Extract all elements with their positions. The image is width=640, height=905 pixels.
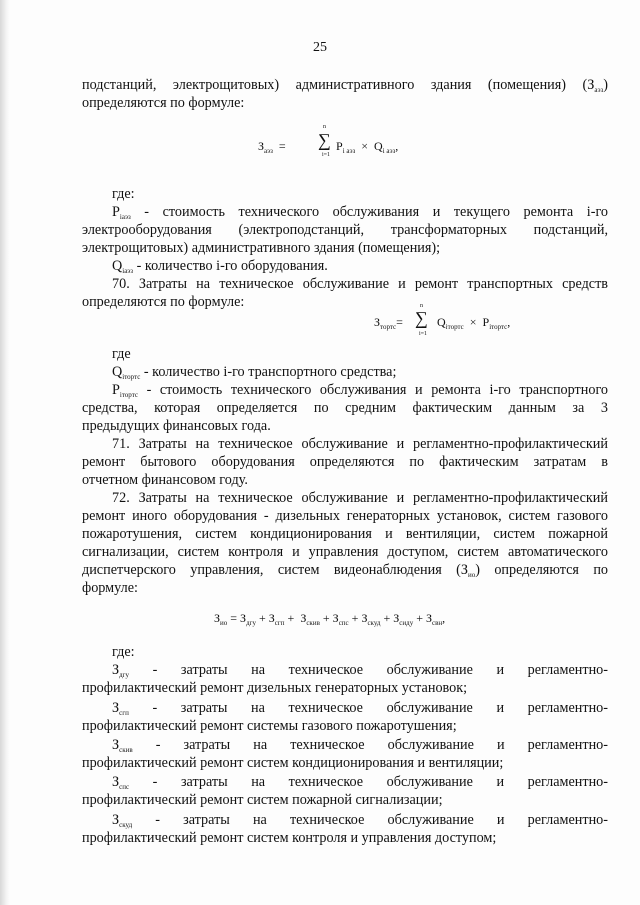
sigma-symbol: ∑ [415,308,428,328]
paragraph-line: определяются по формуле: [82,294,245,310]
document-page: 25 подстанций, электрощитовых) административного здания (помещения) $(З_{аэз})$ определяются по формуле: $З_{аэз}$ = n ∑ i=1 $P_{i аэз} \times Q_{i аэз}$, где: $P_{iаэз}$ - стоимость технического обслуживания и текущего ремонта i-го электрооборудования (электроподстанций, трансформаторных подстанций, электрощитовых) административного здания (помещения); $Q_{iаэз}$ - количество i-го оборудования. 70. Затраты на техническое обслуживание и ремонт транспортных средств определяются по формуле: $З_{тортс}=$ n ∑ i=1 $Q_{iтортс} \times P_{iтортс}$, где $Q_{iтортс}$ - количество i-го транспортного средства; $P_{iтортс}$ - стоимость технического обслуживания и ремонта i-го транспортного средства, которая определяется по средним фактическим данным за 3 предыдущих финансовых года. 71. Затраты на техническое обслуживание и регламентно-профилактический ремонт бытового оборудования определяются по фактическим затратам в отчетном финансовом году. 72. Затраты на техническое обслуживание и регламентно-профилактический ремонт иного оборудования - дизельных генераторных установок, систем газового пожаротушения, систем кондиционирования и вентиляции, систем пожарной сигнализации, систем контроля и управления доступом, систем автоматического диспетчерского управления, систем видеонаблюдения $(З_{ио})$ определяются по формуле: $З_{ио} = З_{дгу} + З_{сгп} + З_{скив} + З_{спс} + З_{скуд} + З_{сиду} + З_{свн}$, где: $З_{дгу}$ - затраты на техническое обслуживание и регламентно- профилактический ремонт дизельных генераторных установок; $З_{сгп}$ - затраты на техническое обслуживание и регламентно- профилактический ремонт системы газового пожаротушения; $З_{скив}$ - затраты на техническое обслуживание и регламентно- профилактический ремонт систем кондиционирования и вентиляции; $З_{спс}$ - затраты на техническое обслуживание и регламентно- профилактический ремонт систем пожарной сигнализации; $З_{скуд}$ - затраты на техническое обслуживание и регламентно- профилактический ремонт систем контроля и управления доступом; [0,0,640,905]
paragraph-line: предыдущих финансовых года. [82,418,271,434]
definition-line: профилактический ремонт дизельных генераторных установок; [82,680,468,696]
definition-line: $З_{спс}$ - затраты на техническое обслуживание и регламентно- [112,774,609,791]
paragraph-line: $Q_{iтортс}$ - количество i-го транспортного средства; [112,364,397,381]
formula-term: $З_{скив}$ + [300,611,333,627]
definition-line: профилактический ремонт системы газового пожаротушения; [82,718,457,734]
formula-term: $З_{сиду}$ + [393,611,426,627]
formula-term: $З_{спс}$ + [332,611,362,627]
paragraph-line: 71. Затраты на техническое обслуживание и регламентно-профилактический [112,436,608,452]
definition-line: профилактический ремонт систем пожарной сигнализации; [82,792,443,808]
paragraph-line: ремонт иного оборудования - дизельных генераторных установок, систем газового [82,508,608,524]
definition-line: $З_{дгу}$ - затраты на техническое обслуживание и регламентно- [112,662,608,679]
definition-line: $З_{скуд}$ - затраты на техническое обслуживание и регламентно- [112,812,609,829]
paragraph-line: отчетном финансовом году. [82,472,248,488]
paragraph-line: средства, которая определяется по средним фактическим данным за 3 [82,400,608,416]
formula-term: $З_{свн}$, [425,611,446,627]
paragraph-line: где [112,346,131,362]
paragraph-line: 70. Затраты на техническое обслуживание и ремонт транспортных средств [112,276,608,292]
paragraph-line: подстанций, электрощитовых) административного здания (помещения) $(З_{аэз})$ [82,77,608,94]
paragraph-line: ремонт бытового оборудования определяются по фактическим затратам в [82,454,608,470]
paragraph-line: сигнализации, систем контроля и управления доступом, систем автоматического [82,544,608,560]
definition-line: $З_{сгп}$ - затраты на техническое обслуживание и регламентно- [112,700,608,717]
formula-term: $З_{дгу}$ + [240,611,269,627]
paragraph-line: диспетчерского управления, систем видеонаблюдения $(З_{ио})$ определяются по [82,562,609,579]
paragraph-line: $P_{iаэз}$ - стоимость технического обслуживания и текущего ремонта i-го [112,204,609,221]
paragraph-line: $P_{iтортс}$ - стоимость технического обслуживания и ремонта i-го транспортного [112,382,609,399]
paragraph-line: где: [112,186,135,202]
definition-line: профилактический ремонт систем контроля и управления доступом; [82,830,497,846]
page-edge-shadow [0,0,10,905]
definition-line: $З_{скив}$ - затраты на техническое обслуживание и регламентно- [112,737,608,754]
paragraph-line: формуле: [82,580,138,596]
formula-3 [214,611,445,630]
paragraph-line: где: [112,644,135,660]
paragraph-line: $Q_{iаэз}$ - количество i-го оборудования. [112,258,328,275]
sigma-symbol: ∑ [318,130,331,150]
paragraph-line: пожаротушения, систем кондиционирования и вентиляции, систем пожарной [82,526,608,542]
formula-term: $З_{скуд}$ + [361,611,394,627]
paragraph-line: электрощитовых) административного здания (помещения); [82,240,441,256]
definition-line: профилактический ремонт систем кондиционирования и вентиляции; [82,755,504,771]
formula-term: $З_{сгп}$ + [268,611,301,627]
page-number: 25 [313,40,327,55]
formula-term: $З_{ио}$ = [214,611,241,627]
paragraph-line: электрооборудования (электроподстанций, трансформаторных подстанций, [82,222,608,238]
paragraph-line: 72. Затраты на техническое обслуживание и регламентно-профилактический [112,490,608,506]
paragraph-line: определяются по формуле: [82,95,245,111]
